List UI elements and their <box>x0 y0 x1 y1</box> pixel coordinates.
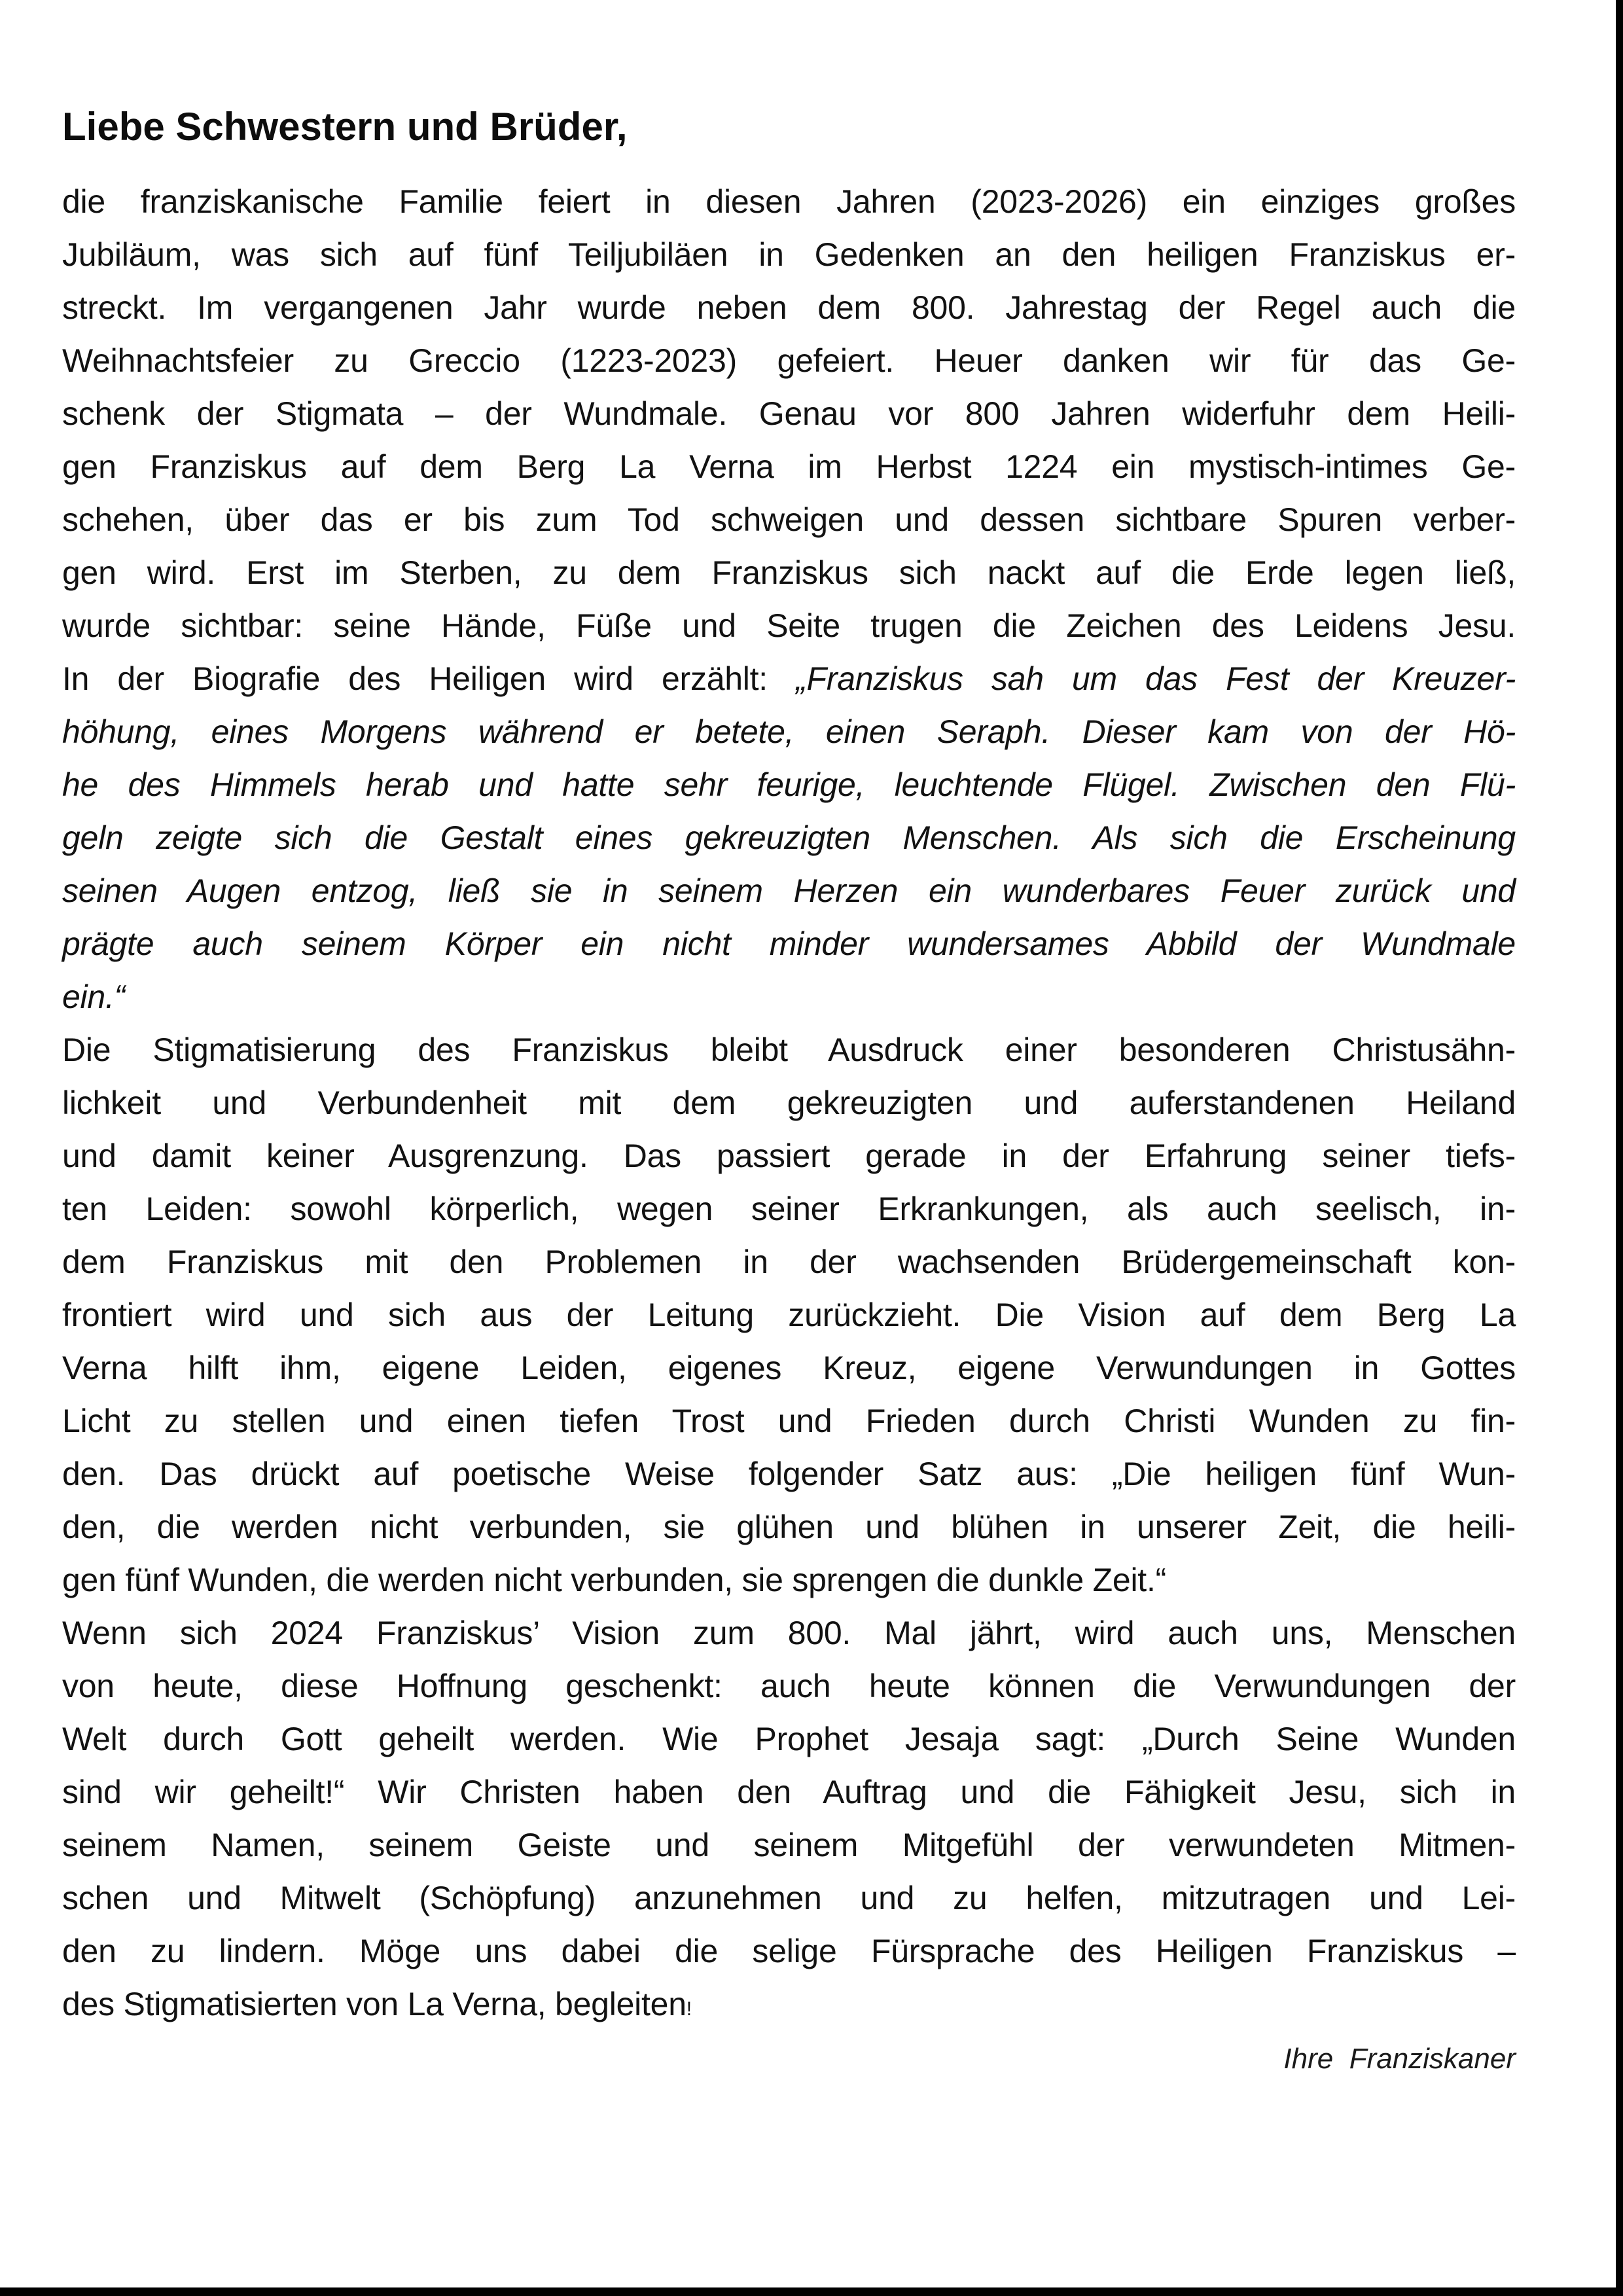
text-line <box>62 1236 1516 1289</box>
text-segment: seinem Namen, seinem Geiste und seinem Mitgefühl der verwundeten Mitmen- <box>62 1827 1516 1863</box>
text-line <box>62 440 1516 493</box>
signature: Ihre Franziskaner <box>1283 2043 1516 2075</box>
text-segment: Welt durch Gott geheilt werden. Wie Prophet Jesaja sagt: „Durch Seine Wunden <box>62 1721 1516 1757</box>
text-line <box>62 1872 1516 1925</box>
text-line <box>62 1130 1516 1183</box>
text-line <box>62 1289 1516 1342</box>
text-segment: schen und Mitwelt (Schöpfung) anzunehmen und zu helfen, mitzutragen und Lei- <box>62 1880 1516 1916</box>
text-line <box>62 653 1516 706</box>
text-line <box>62 387 1516 440</box>
text-segment: Verna hilft ihm, eigene Leiden, eigenes Kreuz, eigene Verwundungen in Gottes <box>62 1350 1516 1386</box>
text-segment: den. Das drückt auf poetische Weise folgender Satz aus: „Die heiligen fünf Wun- <box>62 1456 1516 1492</box>
text-segment: frontiert wird und sich aus der Leitung zurückzieht. Die Vision auf dem Berg La <box>62 1297 1516 1333</box>
letter <box>62 106 1516 2092</box>
text-line <box>62 1819 1516 1872</box>
text-line <box>62 971 1516 1024</box>
text-segment: Weihnachtsfeier zu Greccio (1223-2023) gefeiert. Heuer danken wir für das Ge- <box>62 342 1516 379</box>
text-segment: lichkeit und Verbundenheit mit dem gekreuzigten und auferstandenen Heiland <box>62 1085 1516 1121</box>
text-segment: geln zeigte sich die Gestalt eines gekreuzigten Menschen. Als sich die Erscheinung <box>62 819 1516 856</box>
text-segment: Jubiläum, was sich auf fünf Teiljubiläen in Gedenken an den heiligen Franziskus er- <box>62 236 1516 273</box>
text-line <box>62 1183 1516 1236</box>
text-line <box>62 865 1516 918</box>
text-segment: Licht zu stellen und einen tiefen Trost und Frieden durch Christi Wunden zu fin- <box>62 1403 1516 1439</box>
text-segment: ein.“ <box>62 978 126 1015</box>
page-edge-bottom-line <box>0 2287 1623 2296</box>
text-segment: seinen Augen entzog, ließ sie in seinem Herzen ein wunderbares Feuer zurück und <box>62 872 1516 909</box>
heading: Liebe Schwestern und Brüder, <box>62 105 628 149</box>
text-line <box>62 228 1516 281</box>
text-segment: gen Franziskus auf dem Berg La Verna im Herbst 1224 ein mystisch-intimes Ge- <box>62 448 1516 485</box>
text-line <box>62 812 1516 865</box>
text-segment: und damit keiner Ausgrenzung. Das passiert gerade in der Erfahrung seiner tiefs- <box>62 1138 1516 1174</box>
text-line <box>62 600 1516 653</box>
text-line <box>62 547 1516 600</box>
text-segment: höhung, eines Morgens während er betete, einen Seraph. Dieser kam von der Hö- <box>62 713 1516 750</box>
text-line <box>62 1978 1516 2031</box>
text-line <box>62 1554 1516 1607</box>
text-segment: prägte auch seinem Körper ein nicht minder wundersames Abbild der Wundmale <box>62 925 1516 962</box>
text-segment: ! <box>686 1998 692 2020</box>
text-line <box>62 1607 1516 1660</box>
text-line <box>62 281 1516 334</box>
text-segment: die franziskanische Familie feiert in diesen Jahren (2023-2026) ein einziges großes <box>62 183 1516 220</box>
text-segment: den, die werden nicht verbunden, sie glühen und blühen in unserer Zeit, die heili- <box>62 1509 1516 1545</box>
text-line <box>62 493 1516 547</box>
text-segment: he des Himmels herab und hatte sehr feurige, leuchtende Flügel. Zwischen den Flü- <box>62 766 1516 803</box>
body-lines <box>62 175 1516 2031</box>
text-line <box>62 759 1516 812</box>
text-segment: Wenn sich 2024 Franziskus’ Vision zum 800. Mal jährt, wird auch uns, Menschen <box>62 1615 1516 1651</box>
signature-line <box>62 2032 1516 2092</box>
text-line <box>62 1342 1516 1395</box>
text-line <box>62 1766 1516 1819</box>
text-segment: gen wird. Erst im Sterben, zu dem Franziskus sich nackt auf die Erde legen ließ, <box>62 554 1516 591</box>
text-segment: gen fünf Wunden, die werden nicht verbunden, sie sprengen die dunkle Zeit.“ <box>62 1562 1166 1598</box>
text-line <box>62 1448 1516 1501</box>
text-line <box>62 1501 1516 1554</box>
text-line <box>62 1660 1516 1713</box>
text-segment: von heute, diese Hoffnung geschenkt: auch heute können die Verwundungen der <box>62 1668 1516 1704</box>
text-segment: Die Stigmatisierung des Franziskus bleibt Ausdruck einer besonderen Christusähn- <box>62 1031 1516 1068</box>
text-line <box>62 175 1516 228</box>
text-segment: In der Biografie des Heiligen wird erzählt: <box>62 660 796 697</box>
text-segment: sind wir geheilt!“ Wir Christen haben den Auftrag und die Fähigkeit Jesu, sich in <box>62 1774 1516 1810</box>
text-segment: schehen, über das er bis zum Tod schweigen und dessen sichtbare Spuren verber- <box>62 501 1516 538</box>
text-line <box>62 918 1516 971</box>
text-segment: streckt. Im vergangenen Jahr wurde neben dem 800. Jahrestag der Regel auch die <box>62 289 1516 326</box>
text-line <box>62 1395 1516 1448</box>
text-segment: des Stigmatisierten von La Verna, begleiten <box>62 1986 687 2022</box>
text-line <box>62 1925 1516 1978</box>
text-segment: schenk der Stigmata – der Wundmale. Genau vor 800 Jahren widerfuhr dem Heili- <box>62 395 1516 432</box>
text-line <box>62 1713 1516 1766</box>
text-segment: dem Franziskus mit den Problemen in der wachsenden Brüdergemeinschaft kon- <box>62 1244 1516 1280</box>
text-segment: wurde sichtbar: seine Hände, Füße und Seite trugen die Zeichen des Leidens Jesu. <box>62 607 1516 644</box>
text-line <box>62 1077 1516 1130</box>
text-segment: den zu lindern. Möge uns dabei die selige Fürsprache des Heiligen Franziskus – <box>62 1933 1516 1969</box>
text-line <box>62 334 1516 387</box>
text-segment: „Franziskus sah um das Fest der Kreuzer- <box>796 660 1516 697</box>
text-segment: ten Leiden: sowohl körperlich, wegen seiner Erkrankungen, als auch seelisch, in- <box>62 1191 1516 1227</box>
text-line <box>62 1024 1516 1077</box>
text-line <box>62 706 1516 759</box>
page-edge-right-line <box>1616 0 1623 2296</box>
